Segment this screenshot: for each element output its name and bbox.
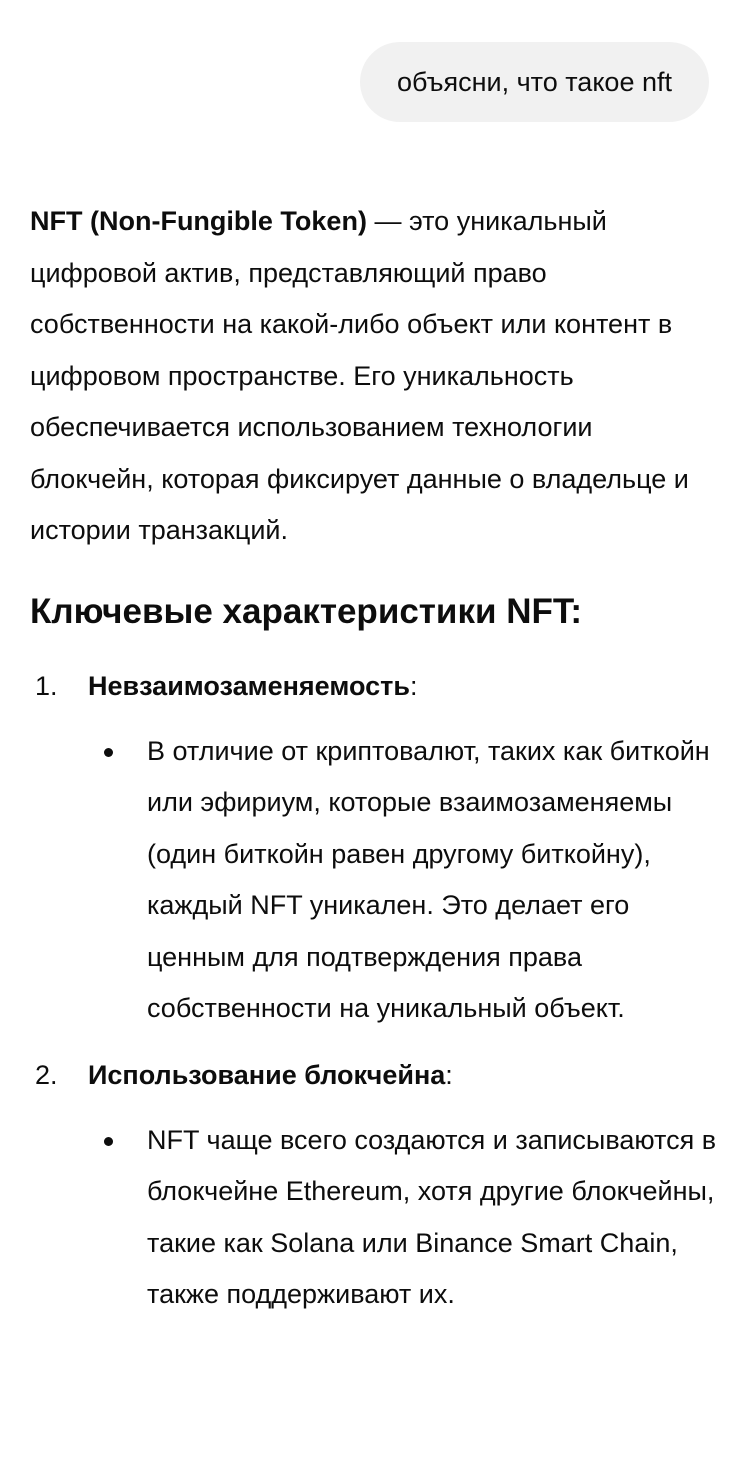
bullet-dot [104,1137,113,1146]
bullet-text: NFT чаще всего создаются и записываются в блокчейне Ethereum, хотя другие блокчейны, такие как Solana или Binance Smart Chain, также поддерживают их. [147,1124,717,1309]
list-item-title: Невзаимозаменяемость: [88,670,418,701]
list-number: 2. [35,1059,58,1090]
bullet-item [88,726,720,1035]
list-item [30,660,720,1035]
bullet-item [88,1115,720,1321]
list-item-title: Использование блокчейна: [88,1059,453,1090]
intro-term: NFT (Non-Fungible Token) [30,206,367,236]
section-heading: Ключевые характеристики NFT: [30,591,583,631]
answer-intro [30,196,720,557]
list-item [30,1049,720,1321]
bullet-text: В отличие от криптовалют, таких как биткойн или эфириум, которые взаимозаменяемы (один биткойн равен другому биткойну), каждый NFT уникален. Это делает его ценным для подтверждения права собственности на уникальный объект. [147,735,710,1023]
intro-definition: — это уникальный цифровой актив, представляющий право собственности на какой-либо объект или контент в цифровом пространстве. Его уникальность обеспечивается использованием технологии блокчейн, которая фиксирует данные о владельце и истории транзакций. [30,206,689,545]
bullet-dot [104,748,113,757]
assistant-answer [30,196,720,1321]
list-number: 1. [35,670,58,701]
user-message-bubble: объясни, что такое nft [360,42,709,122]
